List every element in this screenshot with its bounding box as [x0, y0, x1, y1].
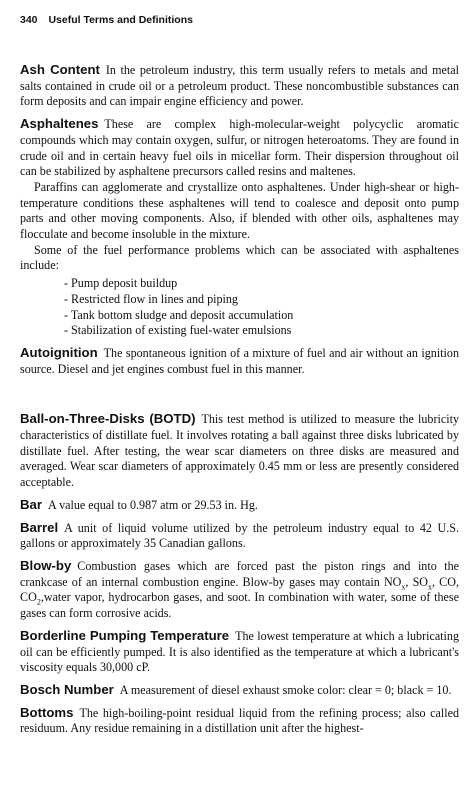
definition-bottoms: The high-boiling-point residual liquid from the refining process; also called residuum. Any residue remaining in a distillation unit after the highest- — [20, 705, 459, 736]
entry-borderline-pumping-temperature — [20, 628, 459, 676]
list-item: - Restricted flow in lines and piping — [64, 291, 238, 306]
entry-autoignition — [20, 345, 459, 377]
entry-asphaltenes — [20, 116, 459, 180]
term-asphaltenes: Asphaltenes — [20, 116, 99, 132]
running-title: Useful Terms and Definitions — [48, 14, 193, 26]
term-botd: Ball-on-Three-Disks (BOTD) — [20, 411, 196, 427]
entry-blow-by — [20, 558, 459, 622]
term-ash-content: Ash Content — [20, 62, 100, 77]
list-item: - Pump deposit buildup — [64, 276, 178, 291]
entry-barrel — [20, 520, 459, 552]
term-borderline-pumping-temperature: Borderline Pumping Temperature — [20, 627, 230, 643]
entry-bottoms — [20, 705, 459, 737]
asphaltenes-paragraph-2: Paraffins can agglomerate and crystallize onto asphaltenes. Under high-shear or high-temperature conditions these asphaltenes will tend to coalesce and deposit onto pump parts and other moving components. Also, if blended with other oils, asphaltenes may flocculate and become insoluble in the mixture. — [20, 179, 459, 242]
definition-autoignition: The spontaneous ignition of a mixture of fuel and air without an ignition source. Diesel and jet engines combust fuel in this manner. — [20, 345, 459, 376]
running-header — [20, 14, 459, 26]
term-bosch-number: Bosch Number — [20, 681, 114, 697]
list-item: - Tank bottom sludge and deposit accumulation — [64, 307, 294, 322]
term-barrel: Barrel — [20, 519, 59, 535]
definition-barrel: A unit of liquid volume utilized by the petroleum industry equal to 42 U.S. gallons or approximately 35 Canadian gallons. — [20, 520, 459, 551]
definition-borderline-pumping-temperature: The lowest temperature at which a lubricating oil can be efficiently pumped. It is also identified as the temperature at which a lubricant's viscosity equals 30,000 cP. — [20, 628, 460, 675]
asphaltene-problems-list — [20, 276, 459, 339]
entry-bosch-number — [20, 682, 459, 699]
asphaltenes-paragraph-3: Some of the fuel performance problems which can be associated with asphaltenes include: — [20, 242, 459, 273]
definitions-body — [20, 62, 459, 737]
definition-bosch-number: A measurement of diesel exhaust smoke color: clear = 0; black = 10. — [119, 682, 452, 697]
entry-bar — [20, 497, 459, 514]
page-number: 340 — [20, 14, 38, 26]
term-bar: Bar — [20, 496, 42, 512]
term-blow-by: Blow-by — [20, 557, 72, 573]
entry-botd — [20, 411, 459, 491]
definition-asphaltenes: These are complex high-molecular-weight polycyclic aromatic compounds which may contain oxygen, sulfur, or nitrogen heteroatoms. They are found in crude oil and in certain heavy fuel oils in micellar form. Their dispersion throughout oil can be stabilized by asphaltene precursors called resins and maltenes. — [20, 117, 459, 179]
list-item: - Stabilization of existing fuel-water emulsions — [64, 323, 292, 338]
term-bottoms: Bottoms — [20, 704, 74, 720]
definition-bar: A value equal to 0.987 atm or 29.53 in. Hg. — [48, 497, 258, 512]
definition-botd: This test method is utilized to measure the lubricity characteristics of distillate fuel. It involves rotating a ball against three disks lubricated by distillate fuel. After testing, the wear scar diameters on three disks are measured and averaged. Wear scar diameters of approximately 0.45 mm or less are presently considered acceptable. — [20, 412, 459, 490]
definition-blow-by: Combustion gases which are forced past the piston rings and into the crankcase of an internal combustion engine. Blow-by gases may contain $NO_x$, $SO_x$, CO, $CO_2,water$ vapor, hydrocarbon gases, and soot. In combination with water, some of these gases can form corrosive acids. — [20, 558, 459, 621]
entry-ash-content — [20, 62, 459, 110]
term-autoignition: Autoignition — [20, 344, 98, 360]
definition-ash-content: In the petroleum industry, this term usually refers to metals and metal salts contained in crude oil or a petroleum product. These noncombustible substances can form deposits and can impair engine efficiency and power. — [20, 63, 459, 109]
